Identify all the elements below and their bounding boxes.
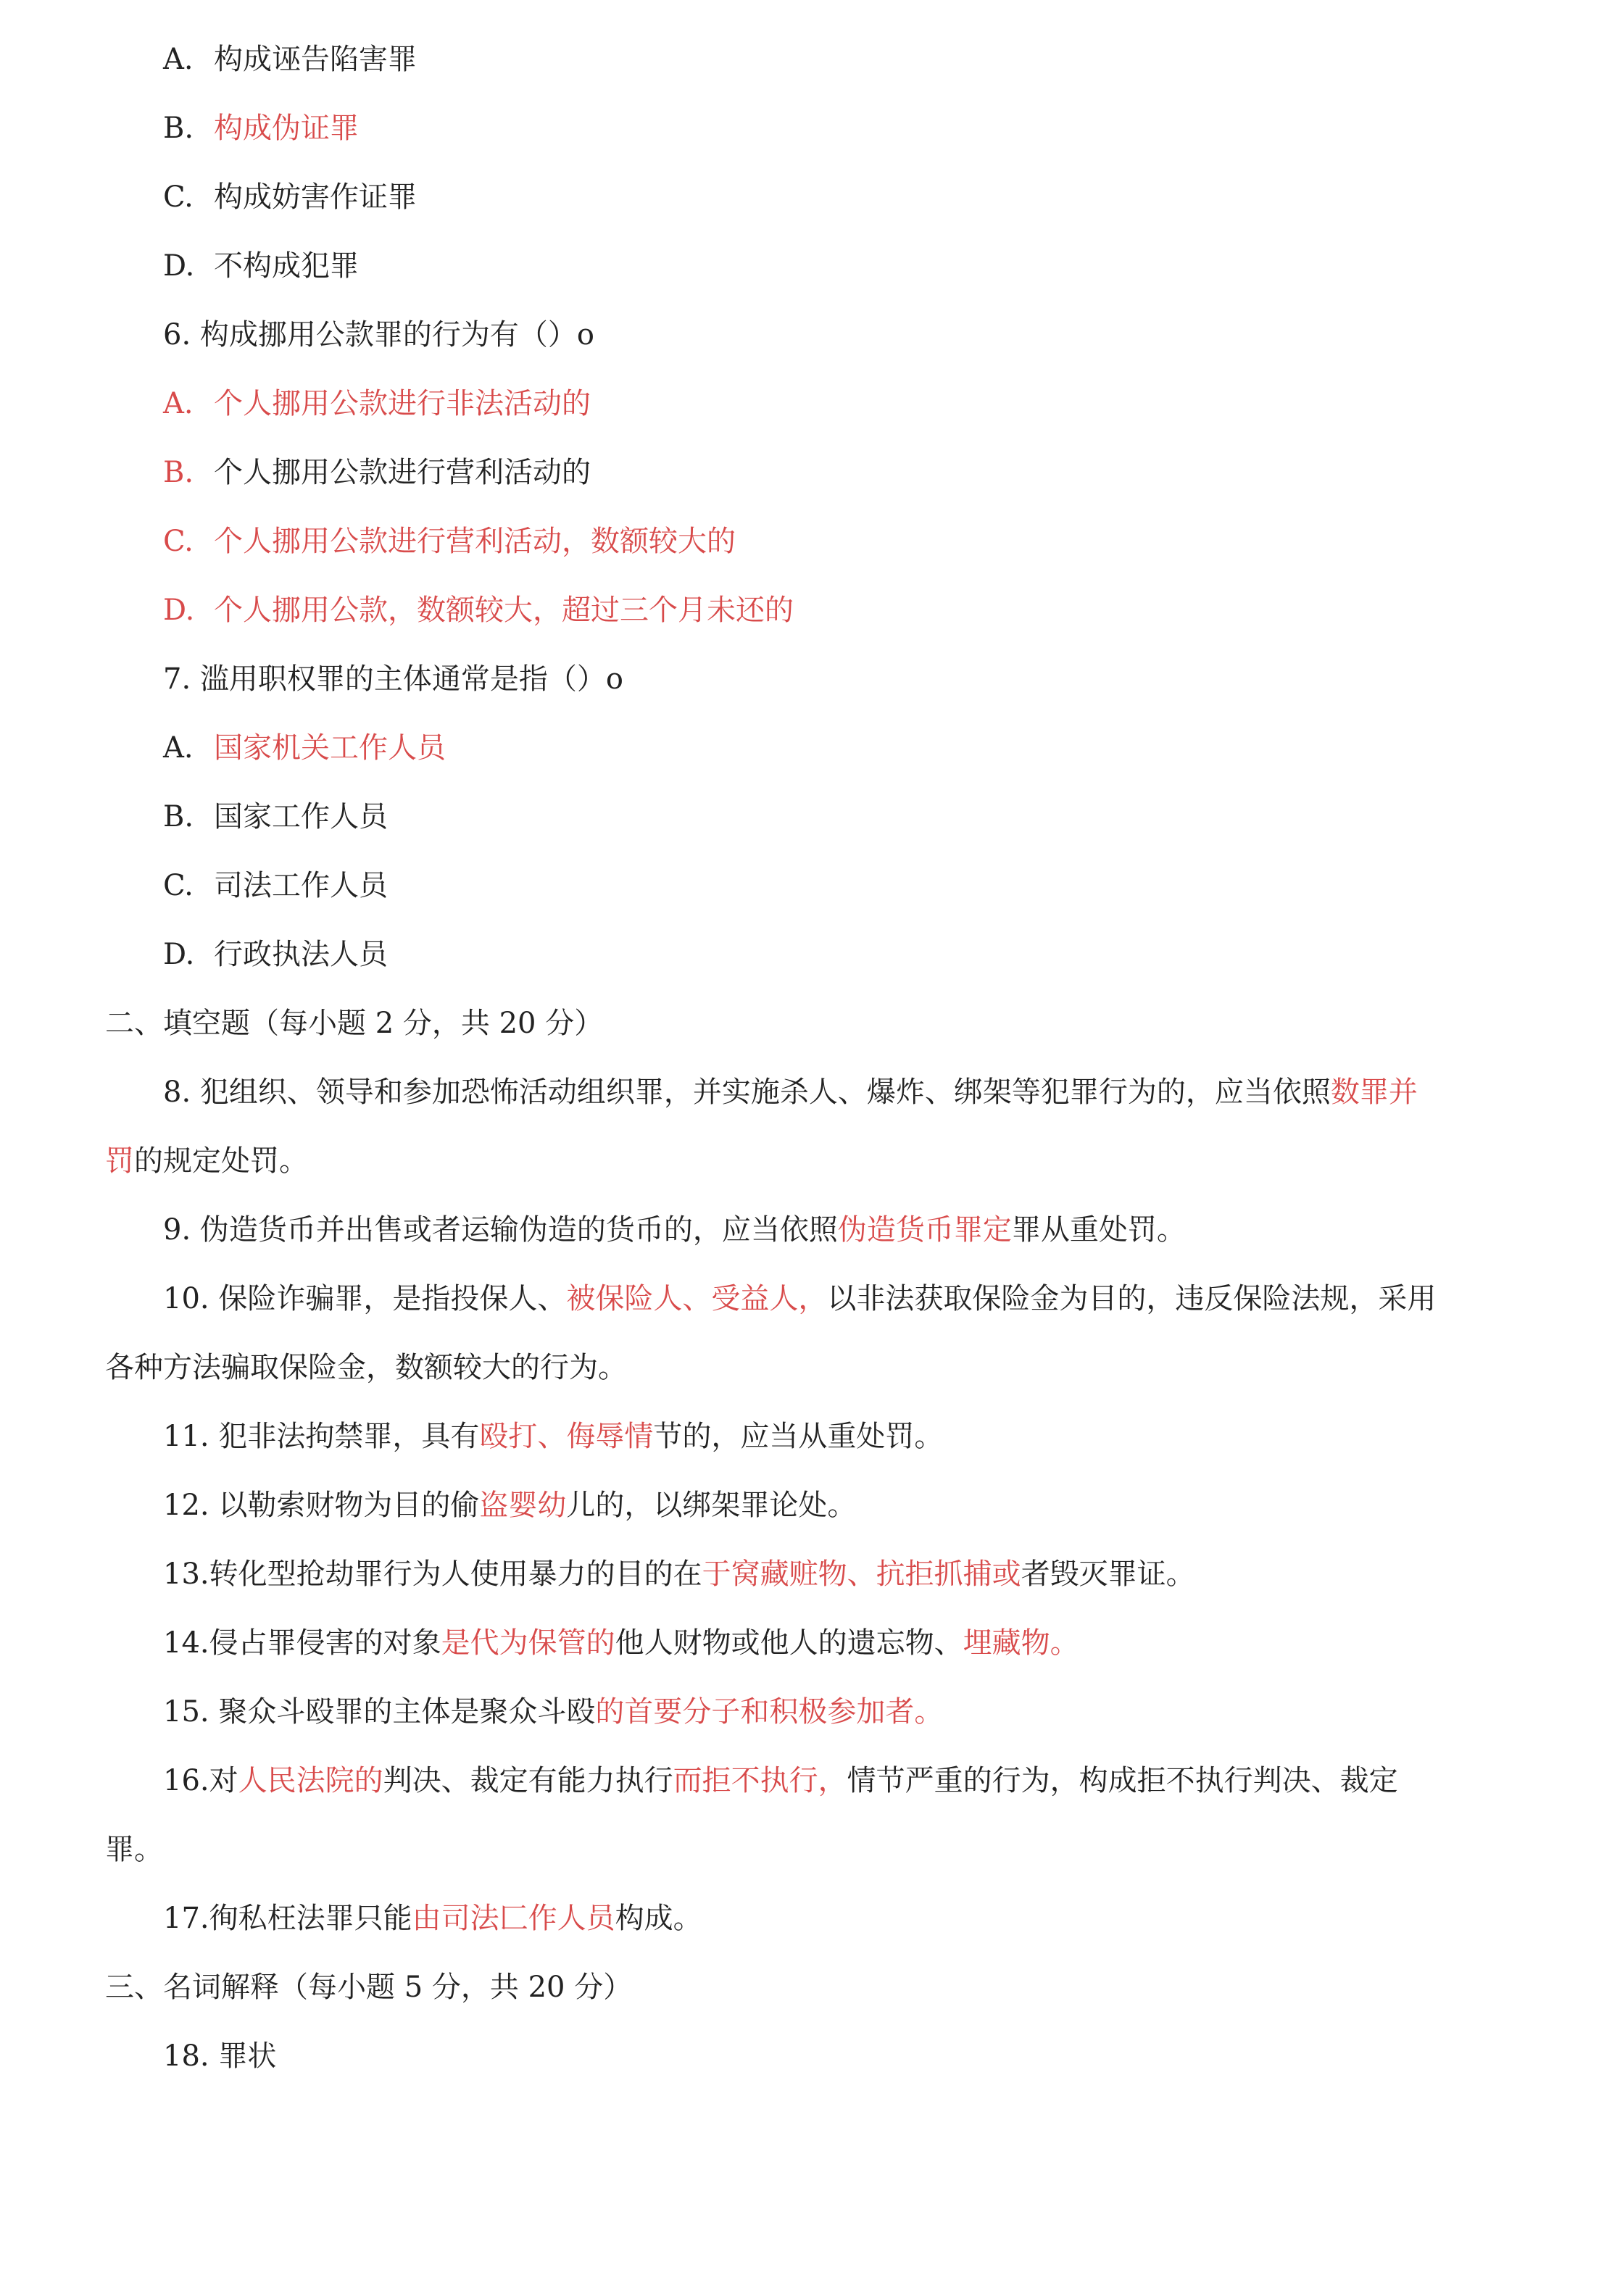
answer-text: 是代为保管的 [441,1626,615,1660]
q6-option-b: B. 个人挪用公款进行营利活动的 [163,456,591,489]
q16-line-1: 16.对人民法院的判决、裁定有能力执行而拒不执行，情节严重的行为，构成拒不执行判决、裁定 [163,1764,1398,1797]
q9: 9. 伪造货币并出售或者运输伪造的货币的，应当依照伪造货币罪定罪从重处罚。 [163,1213,1186,1247]
q6-stem: 6. 构成挪用公款罪的行为有（）o [163,318,594,352]
q7-option-b: B. 国家工作人员 [163,800,388,833]
answer-text: 的首要分子和积极参加者。 [595,1695,944,1729]
q5-option-d: D. 不构成犯罪 [163,249,359,283]
q7-stem: 7. 滥用职权罪的主体通常是指（）o [163,662,623,696]
answer-text: 埋藏物。 [963,1626,1079,1660]
q10-line-2: 各种方法骗取保险金，数额较大的行为。 [105,1351,627,1384]
q5-option-a: A. 构成诬告陷害罪 [163,43,417,76]
q16-line-2: 罪。 [105,1833,163,1866]
q18: 18. 罪状 [163,2039,277,2073]
answer-text: 构成伪证罪 [214,112,359,145]
q6-option-a: A. 个人挪用公款进行非法活动的 [163,387,591,420]
q15: 15. 聚众斗殴罪的主体是聚众斗殴的首要分子和积极参加者。 [163,1695,944,1729]
q8-line-1: 8. 犯组织、领导和参加恐怖活动组织罪，并实施杀人、爆炸、绑架等犯罪行为的，应当依照数罪并 [163,1076,1418,1109]
q7-option-c: C. 司法工作人员 [163,869,388,902]
answer-text: 罚 [105,1144,134,1178]
q7-option-a: A. 国家机关工作人员 [163,731,446,765]
answer-text: 殴打、侮辱情 [479,1420,654,1453]
q10-line-1: 10. 保险诈骗罪，是指投保人、被保险人、受益人，以非法获取保险金为目的，违反保险法规，采用 [163,1282,1437,1315]
answer-text: 国家机关工作人员 [214,731,446,765]
q11: 11. 犯非法拘禁罪，具有殴打、侮辱情节的，应当从重处罚。 [163,1420,944,1453]
section-2-title: 二、填空题（每小题 2 分，共 20 分） [105,1007,604,1040]
answer-text: 而拒不执行， [673,1764,847,1797]
answer-text: 人民法院的 [238,1764,383,1797]
q7-option-d: D. 行政执法人员 [163,938,388,971]
q6-option-d: D. 个人挪用公款，数额较大，超过三个月未还的 [163,594,794,627]
answer-text: 被保险人、受益人， [566,1282,828,1315]
q14: 14.侵占罪侵害的对象是代为保管的他人财物或他人的遗忘物、埋藏物。 [163,1626,1079,1660]
q5-option-c: C. 构成妨害作证罪 [163,180,417,214]
q5-option-b: B. 构成伪证罪 [163,112,359,145]
q17: 17.徇私枉法罪只能由司法匚作人员构成。 [163,1902,702,1935]
q8-line-2: 罚的规定处罚。 [105,1144,308,1178]
q12: 12. 以勒索财物为目的偷盗婴幼儿的，以绑架罪论处。 [163,1489,857,1522]
q6-option-c: C. 个人挪用公款进行营利活动，数额较大的 [163,525,736,558]
answer-text: 盗婴幼 [479,1489,567,1522]
q13: 13.转化型抢劫罪行为人使用暴力的目的在于窝藏赃物、抗拒抓捕或者毁灭罪证。 [163,1557,1195,1591]
answer-text: 伪造货币罪定 [837,1213,1012,1247]
section-3-title: 三、名词解释（每小题 5 分，共 20 分） [105,1971,633,2004]
answer-text: 由司法匚作人员 [412,1902,615,1935]
answer-text: 数罪并 [1330,1076,1418,1109]
answer-text: 于窝藏赃物、抗拒抓捕或 [702,1557,1021,1591]
